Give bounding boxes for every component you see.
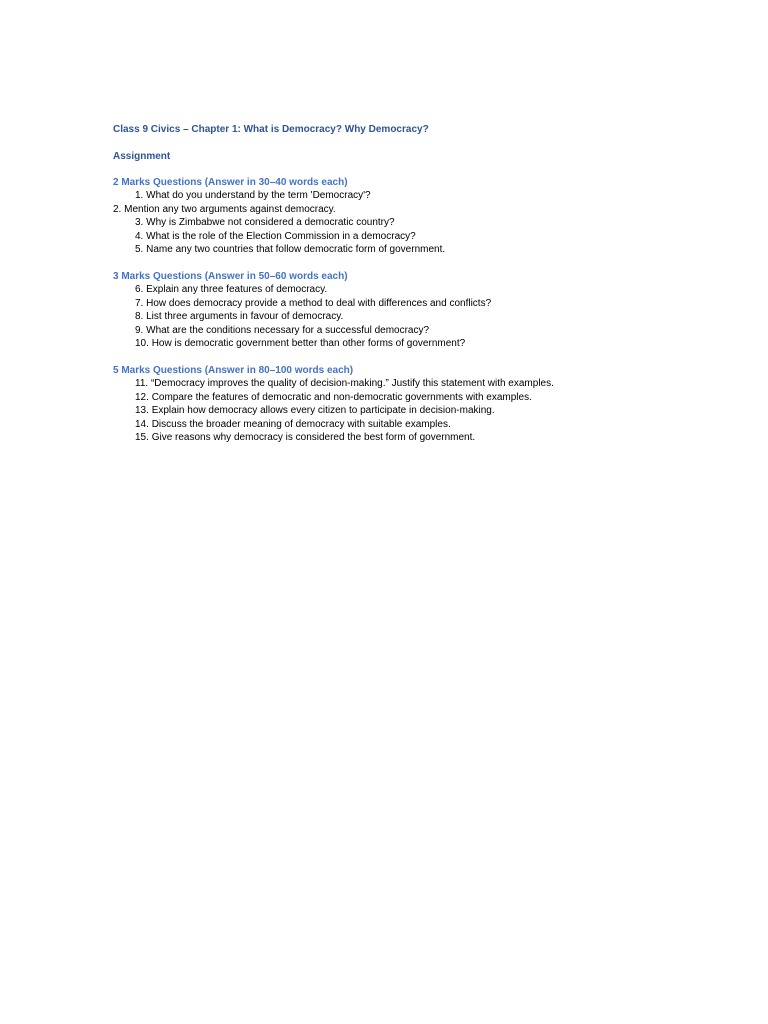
section-heading: 3 Marks Questions (Answer in 50–60 words each) [113,270,348,282]
question-text: Why is Zimbabwe not considered a democratic country? [146,217,395,229]
question-item [113,431,713,445]
section-3-marks [113,270,713,351]
question-number: 14. [135,418,149,430]
question-number: 9. [135,324,144,336]
question-number: 3. [135,217,144,229]
section-5-marks [113,364,713,445]
question-number: 1. [135,190,144,201]
question-item [113,203,713,217]
question-text: What is the role of the Election Commission in a democracy? [146,230,416,242]
question-number: 5. [135,244,144,256]
question-text: “Democracy improves the quality of decision-making.” Justify this statement with examples. [150,377,554,389]
question-item [113,324,713,338]
question-item [113,297,713,311]
question-item [113,189,713,203]
question-item [113,377,713,391]
question-text: List three arguments in favour of democracy. [146,311,344,323]
question-item [113,310,713,324]
document-content [113,123,713,445]
question-text: Give reasons why democracy is considered the best form of government. [151,432,476,444]
assignment-heading: Assignment [113,151,171,162]
question-number: 7. [135,297,144,309]
question-item [113,216,713,230]
question-item [113,337,713,351]
question-item [113,391,713,405]
section-2-marks [113,176,713,257]
question-text: What are the conditions necessary for a successful democracy? [146,324,430,336]
question-item [113,418,713,432]
question-text: Compare the features of democratic and non-democratic governments with examples. [151,391,532,403]
question-number: 13. [135,405,149,417]
question-number: 11. [135,377,149,389]
question-number: 2. [113,203,122,215]
question-number: 12. [135,391,149,403]
question-number: 8. [135,311,144,323]
question-number: 6. [135,283,144,295]
question-item [113,283,713,297]
question-text: Explain any three features of democracy. [146,283,328,295]
question-text: Mention any two arguments against democracy. [124,203,336,215]
question-text: What do you understand by the term 'Democracy'? [146,190,371,201]
question-text: Explain how democracy allows every citizen to participate in decision-making. [151,405,495,417]
question-item [113,404,713,418]
document-title: Class 9 Civics – Chapter 1: What is Democracy? Why Democracy? [113,124,429,135]
question-text: How does democracy provide a method to deal with differences and conflicts? [146,297,492,309]
question-item [113,230,713,244]
question-text: How is democratic government better than other forms of government? [151,338,466,350]
question-number: 15. [135,432,149,444]
question-text: Name any two countries that follow democratic form of government. [146,244,446,256]
question-text: Discuss the broader meaning of democracy with suitable examples. [151,418,451,430]
question-number: 4. [135,230,144,242]
question-number: 10. [135,338,149,350]
question-item [113,243,713,257]
section-heading: 2 Marks Questions (Answer in 30–40 words each) [113,177,348,188]
section-heading: 5 Marks Questions (Answer in 80–100 words each) [113,364,354,376]
